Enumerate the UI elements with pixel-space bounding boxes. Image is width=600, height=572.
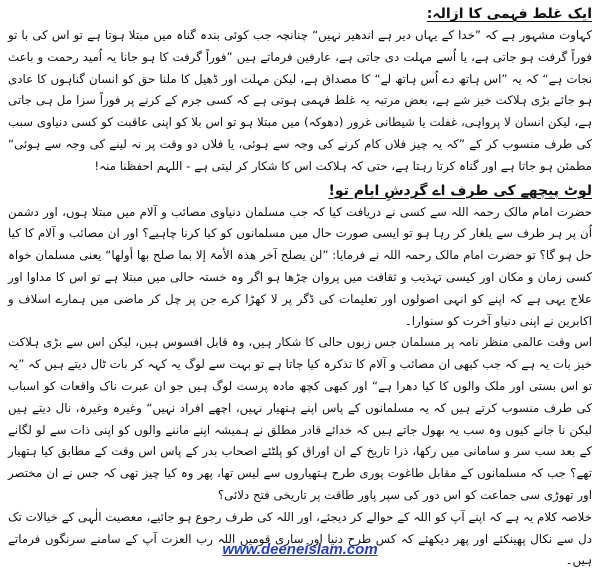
website-link[interactable]: www.deeneislam.com — [222, 541, 378, 558]
paragraph-conclusion: خلاصہ کلام یہ ہے کہ اپنے آپ کو اللہ کے حوالے کر دیجئے، اور اللہ کی طرف رجوع ہو جائیے، معصیت الٰہی کے خیالات تک دل سے نکال پھینکئے اور پھر دیکھئے کہ کس طرح دنیا اور ساری قومیں اللہ رب العزت آپ کے سامنے سرنگوں فرماتے ہیں۔ — [7, 509, 592, 568]
paragraph-misconception: کہاوت مشہور ہے کہ ”خدا کے یہاں دیر ہے اندھیر نہیں“ چنانچہ جب کوئی بندہ گناہ میں مبتلا ہوتا ہے تو اس کی با تو فوراً گرفت ہو جاتی ہے، یا اُسے مہلت دی جاتی ہے، عارفین فرماتے ہیں ”فوراً گرفت کا ہو جانا یہ اُمید رحمت و باعث نجات ہے“ کہ یہ ”اس ہاتھ دے اُس ہاتھ لے“ کا مصداق ہے، لیکن مہلت اور ڈھیل کا ملنا حق کو انسان گناہوں کا عادی ہو جائے بڑی ہلاکت خیز شے ہے، بعض مرتبہ یہ غلط فہمی ہوتی ہے کہ کسی جرم کے کرنے پر فوراً سزا مل ہی جاتی ہے، لیکن انسان لا پرواہی، غفلت یا شیطانی غرور (دھوکہ) میں مبتلا ہو تو اس بلا کو اپنی عاقبت کو کسی دنیاوی سبب کی طرف منسوب کر کے ”کہ یہ چیز فلاں کام کرنے کی وجہ سے ہوئی، یا فلاں دو وقت پر نہ لینے کی وجہ سے ہوئی“ مطمئن ہو جاتا ہے اور گناہ کرتا رہتا ہے، حتی کہ ہلاکت اس کا شکار کر لیتی ہے - اللہم احفظنا منہ! — [8, 28, 592, 173]
paragraph-current-situation: اس وقت عالمی منظر نامہ پر مسلمان جس زبوں حالی کا شکار ہیں، وہ قابل افسوس ہیں، لیکن اس سے بڑی ہلاکت خیز بات یہ ہے کہ جب کبھی ان مصائب و آلام کا تذکرہ کیا جاتا ہے تو بہت سے لوگ یہ کہہ کر بات ٹال دیتے ہیں کہ ”یہ تو اس بستی اور ملک والوں کا کیا دھرا ہے“ اور کبھی کچھ مادہ پرست لوگ ہیں جو ان عبرت ناک واقعات کو اسباب کی طرف منسوب کرتے ہیں کہ یہ مسلمانوں کے پاس اپنے ہتھیار نہیں، اچھے افراد نہیں“ وغیرہ وغیرہ، نال دیتے ہیں لیکن نا جانے کیوں وہ سب یہ بھول جاتے ہیں کہ خدائے قادر مطلق نے ہمیشہ اپنے ماننے والوں کو اپنی ذات سے لو لگانے کے بعد سب سر و سامانی میں رکھا، ذرا تاریخ کے ان اوراق کو پلٹئے اصحاب بدر کے پاس اس وقت کے مطابق کیا ہتھیار تھے؟ جب کہ مسلمانوں کے مقابل طاغوت پوری طرح ہتھیاروں سے لیس تھا، پھر وہ کیا چیز تھی کہ جس نے ان مختصر اور تھوڑی سی جماعت کو اس دور کی سپر پاور طاقت پر تاریخی فتح دلائی؟ — [8, 335, 592, 502]
section-heading-return: لوٹ پیچھے کی طرف اے گردشِ ایام تو! — [328, 182, 592, 199]
section-heading-misconception: ایک غلط فہمی کا ازالہ: — [426, 6, 592, 22]
paragraph-imam-malik: حضرت امام مالک رحمہ اللہ سے کسی نے دریافت کیا کہ جب مسلمان دنیاوی مصائب و آلام میں مبتلا ہوں، اور دشمن اُن پر ہر طرف سے یلغار کر رہا ہو تو ایسی صورت حال میں مسلمانوں کو کیا کرنا چاہیے؟ اور ان مصائب و آلام کا کیا حل ہو گا؟ تو حضرت امام مالک رحمہ اللہ نے فرمایا: ”لن یصلح آخر ھذہ الأمۃ إلا بما صلح بھا أولھا“ یعنی مسلمان خواہ کسی زمان و مکان اور کیسی تہذیب و ثقافت میں پروان چڑھا ہو اگر وہ خستہ حالی میں مبتلا ہے تو اس کا مداوا اور علاج یہی ہے کہ اپنے کو انہی اصولوں اور تعلیمات کی ڈگر پر لا کھڑا کرے جن پر چل کر ماضی میں ہمارے اسلاف و اکابرین نے اپنی دنیاو آخرت کو سنوارا۔ — [8, 204, 592, 328]
